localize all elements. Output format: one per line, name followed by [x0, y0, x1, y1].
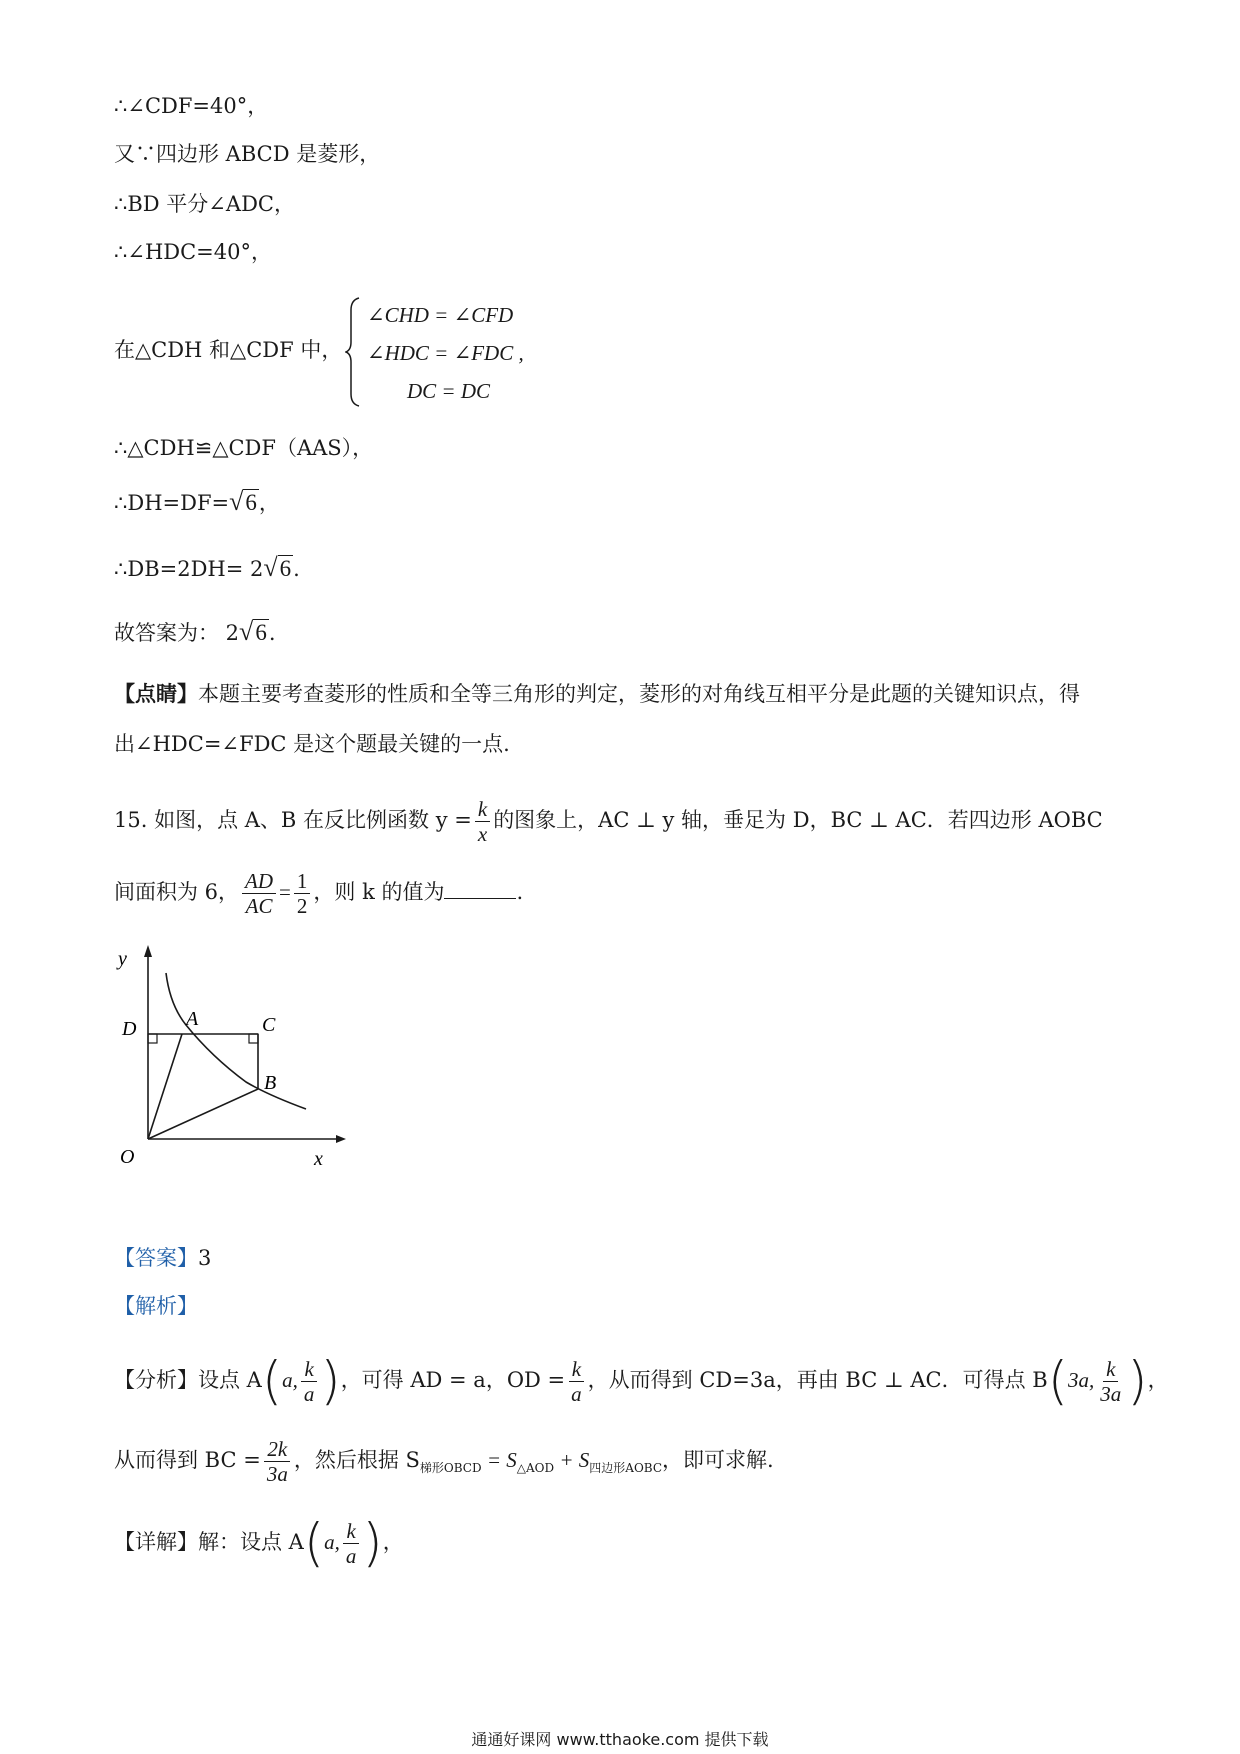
answer-line: 【答案】3: [114, 1246, 212, 1270]
system-row-1: ∠CHD = ∠CFD: [367, 303, 514, 327]
analysis-line-1: 【分析】设点 A(a, $\frac{k}{a}$ )，可得 AD = a，OD = $\frac{k}{a}$ ，从而得到 CD=3a，再由 BC ⊥ AC．可得点 B(3a, $\frac{k}{3a}$ )，: [114, 1351, 1169, 1412]
fraction-half: $\frac{1}{2}$: [294, 869, 311, 918]
sqrt-expr: √6: [239, 617, 267, 646]
label-x: x: [314, 1148, 323, 1170]
page-footer: 通通好课网 www.tthaoke.com 提供下载: [471, 1730, 769, 1749]
dianjing-line-2: 出∠HDC=∠FDC 是这个题最关键的一点.: [114, 732, 510, 756]
label-d: D: [122, 1018, 137, 1040]
sqrt-expr: √6: [229, 487, 257, 516]
question-15-line-1: 15. 如图，点 A、B 在反比例函数 y = $\frac{k}{x}$ 的图象上，AC ⊥ y 轴，垂足为 D，BC ⊥ AC．若四边形 AOBC: [114, 797, 1103, 846]
geometry-figure: [108, 935, 348, 1175]
dianjing-line: 【点睛】本题主要考查菱形的性质和全等三角形的判定，菱形的对角线互相平分是此题的关键知识点，得: [114, 681, 1080, 706]
label-c: C: [262, 1014, 276, 1036]
jiexi-line: 【解析】: [114, 1294, 198, 1318]
line-bisect: ∴BD 平分∠ADC，: [114, 192, 295, 216]
line-final-answer: 故答案为： 2√6.: [114, 617, 276, 646]
line-congruent: ∴△CDH≌△CDF（AAS），: [114, 436, 374, 460]
left-paren: (: [303, 1513, 325, 1574]
right-angle-mark-d: [148, 1034, 157, 1043]
y-axis-arrow-icon: [144, 945, 152, 957]
label-y: y: [118, 948, 127, 970]
right-angle-mark-c: [249, 1034, 258, 1043]
detail-line: 【详解】解：设点 A(a, $\frac{k}{a}$ )，: [114, 1513, 404, 1574]
line-rhombus: 又∵四边形 ABCD 是菱形，: [114, 142, 381, 166]
fraction-k-x: $\frac{k}{x}$: [475, 797, 490, 846]
line-dh: ∴DH=DF=√6，: [114, 487, 280, 516]
label-b: B: [264, 1072, 277, 1094]
label-o: O: [120, 1146, 135, 1168]
analysis-line-2: 从而得到 BC = $\frac{2k}{3a}$ ，然后根据 $S_{梯形OBCD} = S_{\triangle AOD} + S_{四边形AOBC}$，即可求解.: [114, 1437, 774, 1486]
answer-blank: [444, 878, 516, 899]
brace-icon: [345, 296, 363, 408]
segment-ob: [148, 1089, 258, 1139]
label-a: A: [186, 1008, 199, 1030]
system-row-2: ∠HDC = ∠FDC ,: [367, 341, 524, 365]
x-axis-arrow-icon: [336, 1135, 346, 1143]
fraction-ad-ac: $\frac{AD}{AC}$: [242, 869, 276, 918]
left-paren: (: [261, 1351, 283, 1412]
line-hdc: ∴∠HDC=40°，: [114, 240, 272, 264]
right-paren: ): [1127, 1351, 1148, 1412]
sqrt-expr: √6: [263, 553, 292, 582]
right-paren: ): [320, 1351, 341, 1412]
left-paren: (: [1047, 1351, 1069, 1412]
line-db: ∴DB=2DH= 2√6.: [114, 553, 300, 582]
segment-oa: [148, 1034, 182, 1139]
right-paren: ): [362, 1513, 383, 1574]
system-row-3: DC = DC: [407, 379, 491, 403]
line-cdf: ∴∠CDF=40°，: [114, 94, 269, 118]
line-triangles: 在△CDH 和△CDF 中，: [114, 338, 343, 362]
hyperbola-curve: [166, 973, 306, 1109]
question-15-line-2: 间面积为 6， $\frac{AD}{AC}$ = $\frac{1}{2}$ ，则 k 的值为 .: [114, 869, 524, 918]
